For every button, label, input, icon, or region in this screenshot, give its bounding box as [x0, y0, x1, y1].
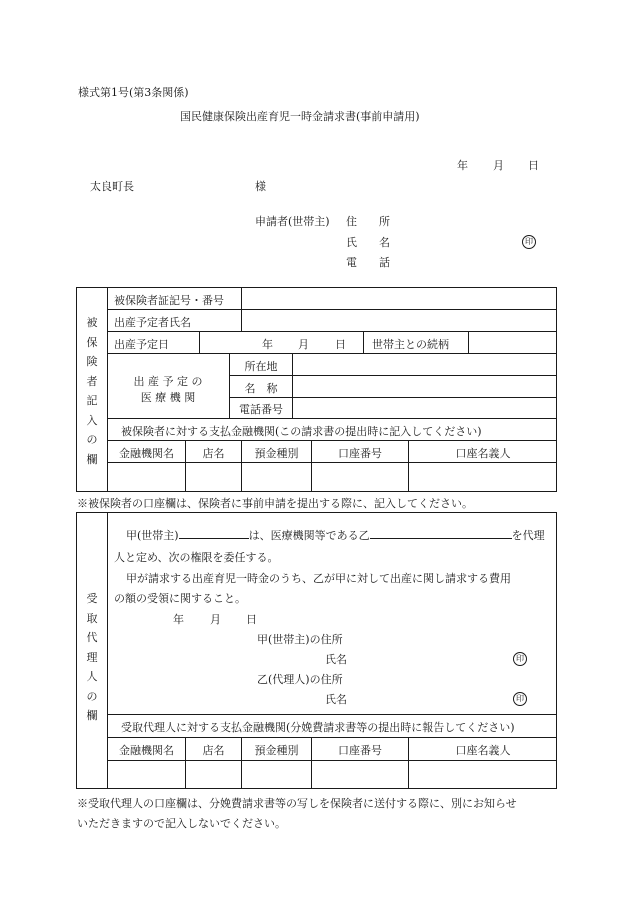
kou-address-label: 甲(世帯主)の住所: [257, 633, 343, 646]
facility-phone-field[interactable]: [298, 401, 553, 415]
honorific: 様: [255, 180, 266, 193]
agent-deposit-type-field[interactable]: [244, 763, 309, 787]
insured-side-label: 被保険者記入の欄: [86, 316, 98, 466]
agent-note-line-2: いただきますので記入しないでください。: [77, 817, 286, 830]
kou-label: 甲(世帯主): [126, 529, 179, 542]
date-month-label: 月: [493, 159, 504, 172]
insured-deposit-type-field[interactable]: [244, 465, 309, 489]
agent-bank-col-1: 金融機関名: [119, 744, 174, 757]
agent-bank-col-2: 店名: [202, 744, 225, 757]
addressee: 太良町長: [90, 180, 134, 193]
applicant-label: 申請者(世帯主): [255, 215, 330, 228]
facility-label-2: 医 療 機 関: [140, 391, 196, 404]
line1-middle: は、医療機関等である乙: [248, 529, 370, 542]
insured-bank-col-2: 店名: [202, 447, 225, 460]
insured-account-holder-field[interactable]: [411, 465, 555, 489]
applicant-seal-icon: 印: [522, 235, 536, 249]
agent-bank-col-5: 口座名義人: [455, 744, 511, 757]
form-number: 様式第1号(第3条関係): [78, 86, 189, 99]
insured-bank-col-3: 預金種別: [254, 447, 299, 460]
date-day-label: 日: [528, 159, 539, 172]
applicant-address-label: 住 所: [346, 215, 390, 228]
kou-name-field[interactable]: [179, 527, 249, 539]
otsu-name-label: 氏名: [325, 693, 347, 706]
agent-branch-field[interactable]: [188, 763, 239, 787]
facility-name-field[interactable]: [298, 380, 553, 394]
line1-end: を代理: [511, 529, 545, 542]
agent-note-line-1: ※受取代理人の口座欄は、分娩費請求書等の写しを保険者に送付する際に、別にお知らせ: [77, 797, 517, 810]
agent-account-number-field[interactable]: [314, 763, 406, 787]
card-number-label: 被保険者証記号・番号: [114, 294, 224, 307]
due-date-label: 出産予定日: [114, 338, 169, 351]
card-number-field[interactable]: [247, 292, 553, 306]
facility-address-label: 所在地: [244, 360, 278, 373]
agent-bank-col-3: 預金種別: [254, 744, 299, 757]
expected-name-field[interactable]: [247, 314, 553, 328]
agent-date-year: 年: [173, 613, 184, 626]
insured-bank-name-field[interactable]: [110, 465, 183, 489]
facility-address-field[interactable]: [298, 358, 553, 372]
relation-field[interactable]: [474, 336, 552, 350]
delegation-line-4: の額の受領に関すること。: [114, 592, 246, 605]
delegation-line-1: [126, 527, 545, 543]
due-month-label: 月: [298, 338, 309, 351]
kou-name-label: 氏名: [325, 653, 347, 666]
agent-date-month: 月: [210, 613, 221, 626]
otsu-seal-icon: 印: [513, 692, 527, 706]
applicant-name-label: 氏 名: [346, 236, 390, 249]
delegation-line-3: 甲が請求する出産育児一時金のうち、乙が甲に対して出産に関し請求する費用: [126, 572, 511, 585]
agent-bank-heading: 受取代理人に対する支払金融機関(分娩費請求書等の提出時に報告してください): [121, 721, 515, 734]
agent-account-holder-field[interactable]: [411, 763, 555, 787]
insured-bank-heading: 被保険者に対する支払金融機関(この請求書の提出時に記入してください): [121, 425, 482, 438]
facility-name-label: 名 称: [244, 382, 278, 395]
agent-date-day: 日: [246, 613, 257, 626]
facility-label-1: 出 産 予 定 の: [133, 375, 203, 388]
otsu-address-label: 乙(代理人)の住所: [257, 673, 343, 686]
insured-account-number-field[interactable]: [314, 465, 406, 489]
applicant-phone-label: 電 話: [346, 256, 390, 269]
otsu-name-field[interactable]: [370, 527, 512, 539]
relation-label: 世帯主との続柄: [372, 338, 449, 351]
form-title: 国民健康保険出産育児一時金請求書(事前申請用): [180, 110, 420, 123]
insured-bank-col-4: 口座番号: [338, 447, 382, 460]
agent-bank-col-4: 口座番号: [338, 744, 382, 757]
insured-bank-col-1: 金融機関名: [119, 447, 174, 460]
due-day-label: 日: [335, 338, 346, 351]
expected-name-label: 出産予定者氏名: [114, 316, 191, 329]
delegation-line-2: 人と定め、次の権限を委任する。: [114, 551, 279, 564]
insured-bank-col-5: 口座名義人: [455, 447, 511, 460]
agent-side-label: 受取代理人の欄: [86, 592, 98, 722]
insured-branch-field[interactable]: [188, 465, 239, 489]
kou-seal-icon: 印: [513, 652, 527, 666]
date-year-label: 年: [457, 159, 468, 172]
due-year-label: 年: [262, 338, 273, 351]
agent-bank-name-field[interactable]: [110, 763, 183, 787]
insured-note: ※被保険者の口座欄は、保険者に事前申請を提出する際に、記入してください。: [77, 497, 473, 510]
facility-phone-label: 電話番号: [239, 403, 283, 416]
